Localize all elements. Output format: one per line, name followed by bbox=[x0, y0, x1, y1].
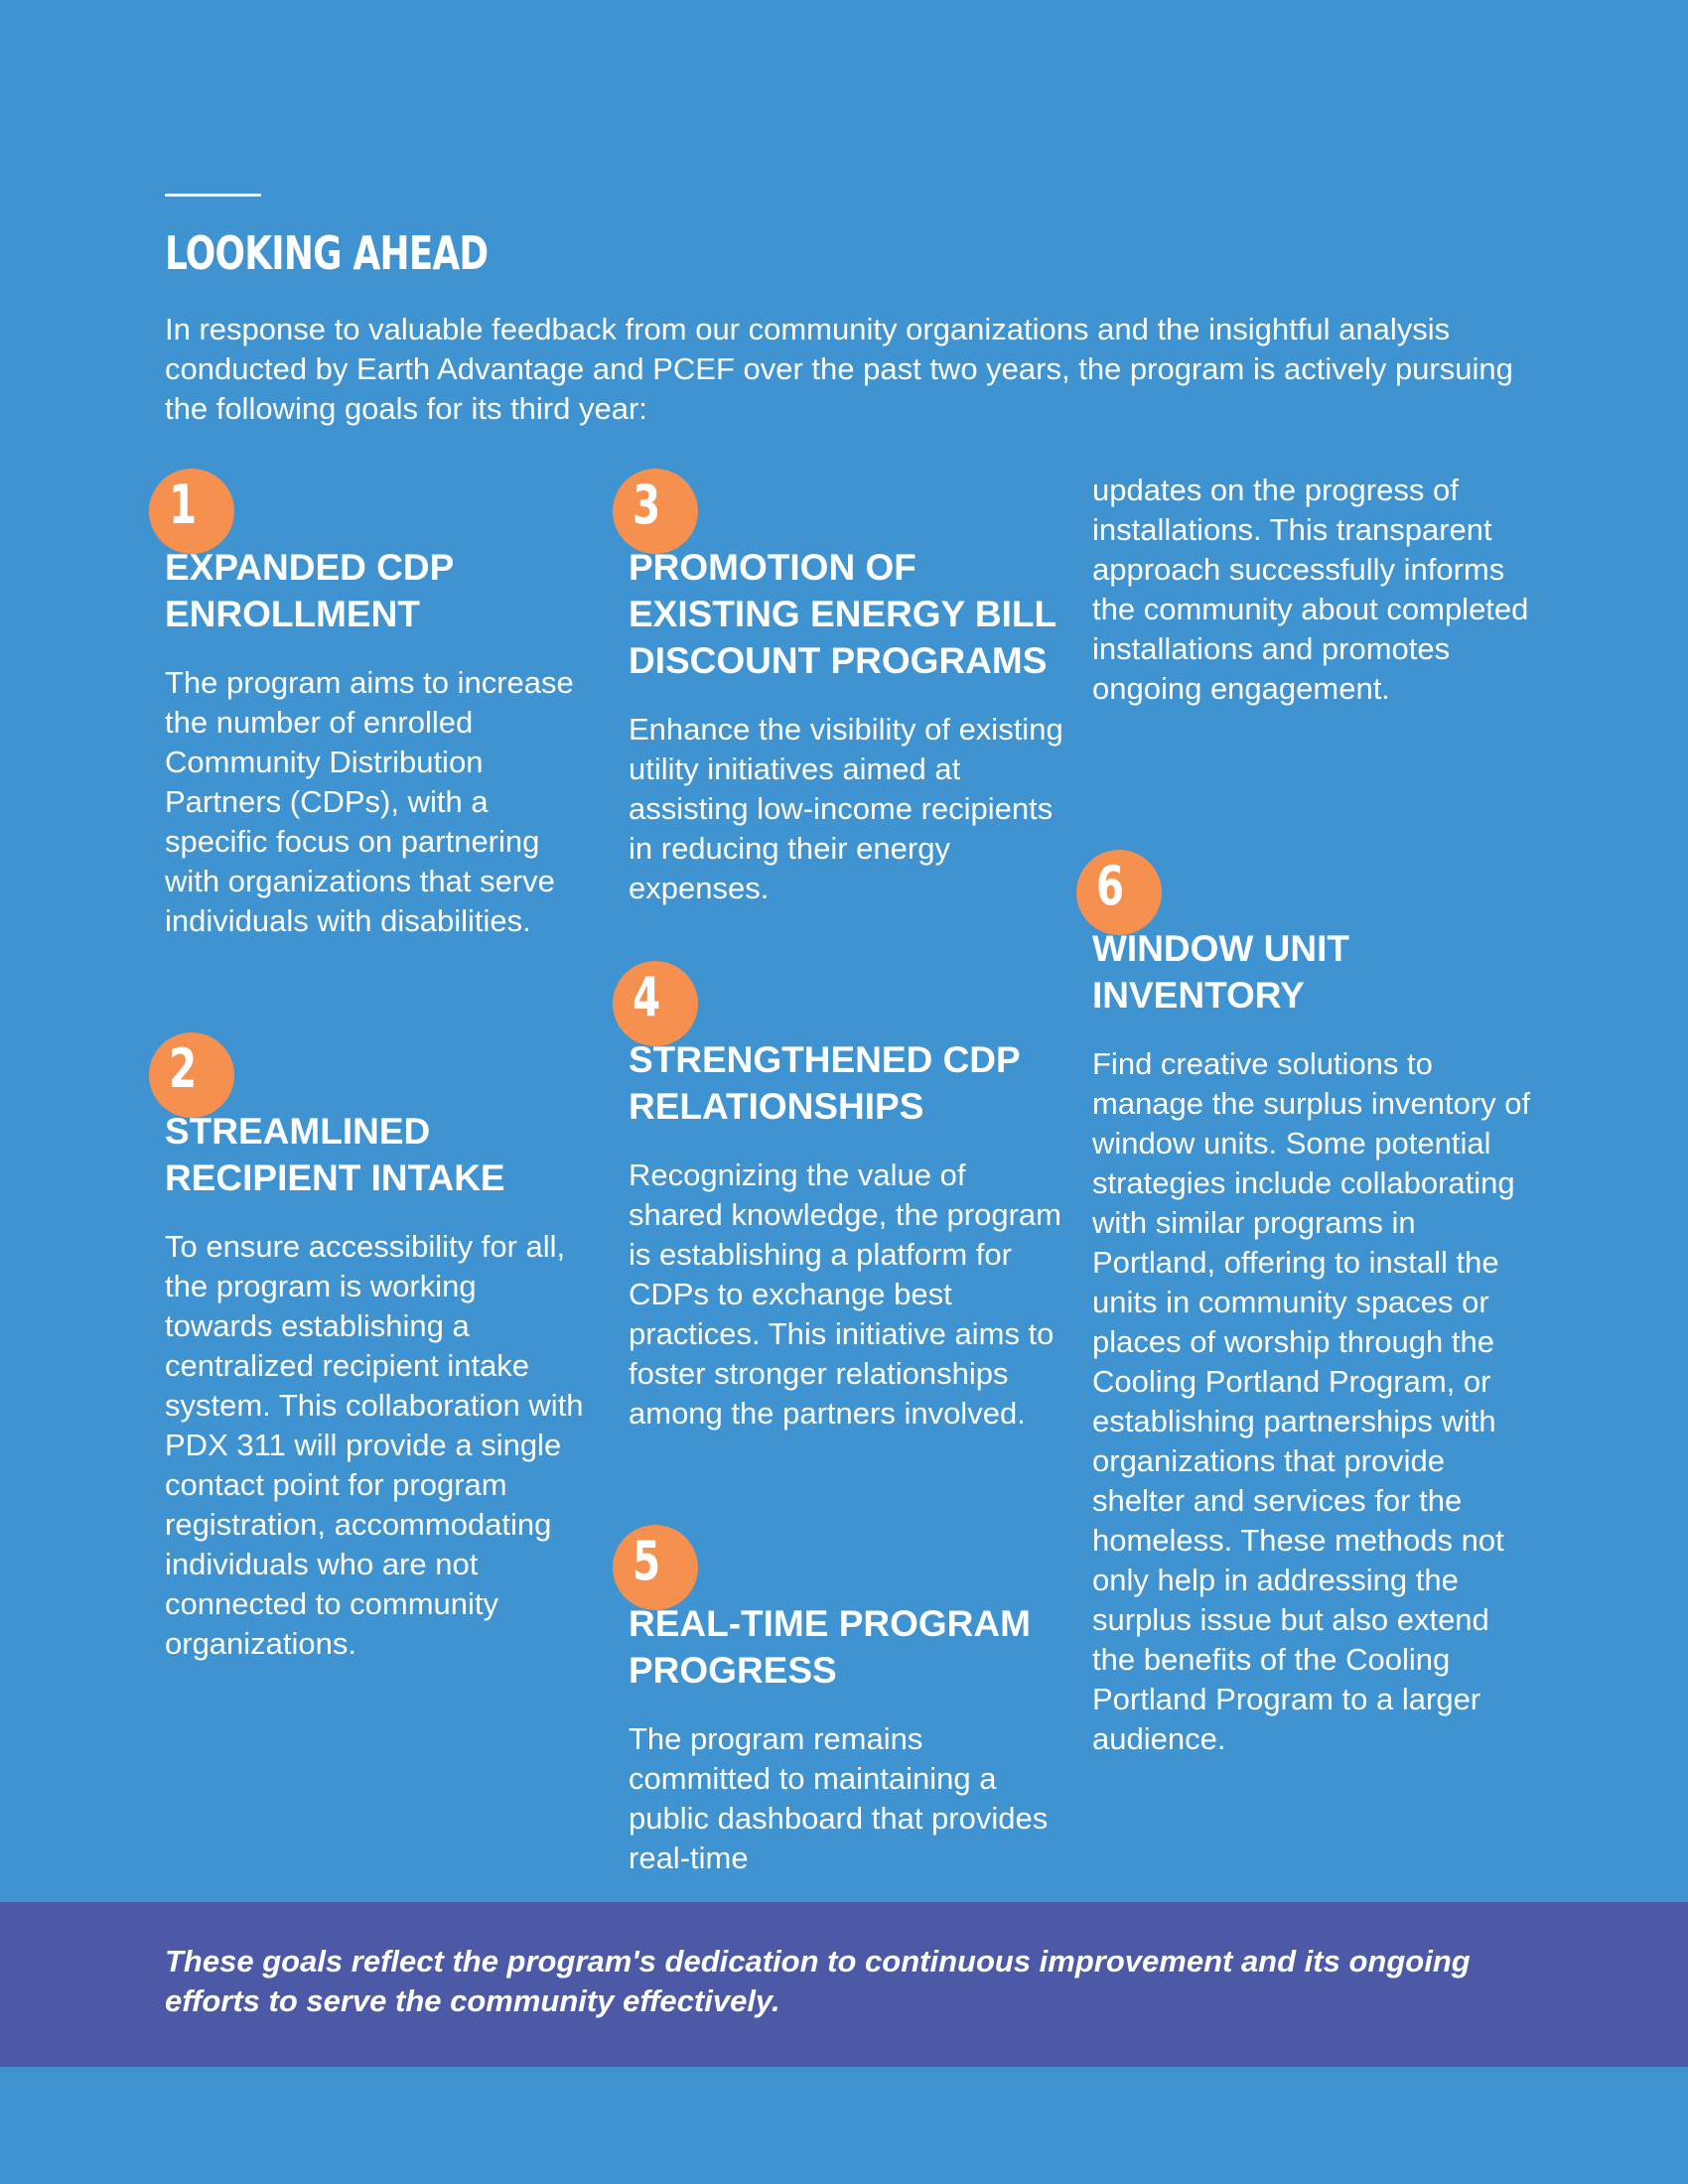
footer-statement: These goals reflect the program's dedication to continuous improvement and its ongoing efforts to serve the community effectively. bbox=[165, 1944, 1471, 2018]
goal-2 bbox=[165, 1037, 602, 1664]
goal-body: To ensure accessibility for all, the program is working towards establishing a centralized recipient intake system. This collaboration with PDX 311 will provide a single contact point for program registration, accommodating individuals who are not connected to community organizations. bbox=[165, 1229, 584, 1661]
goal-number: 2 bbox=[169, 1037, 198, 1100]
goal-number: 3 bbox=[633, 474, 661, 536]
goal-number: 1 bbox=[169, 474, 198, 536]
goal-body: Enhance the visibility of existing utility initiatives aimed at assisting low-income recipients in reducing their energy expenses. bbox=[629, 712, 1063, 905]
goal-title: REAL-TIME PROGRAM PROGRESS bbox=[629, 1603, 1031, 1691]
goal-5 bbox=[629, 1530, 1065, 1878]
goal-number: 5 bbox=[633, 1530, 661, 1592]
goal-number: 4 bbox=[633, 966, 661, 1028]
goal-body: The program remains committed to maintaining a public dashboard that provides real-time bbox=[629, 1721, 1049, 1875]
goal-title: EXPANDED CDP ENROLLMENT bbox=[165, 547, 454, 634]
page-title: LOOKING AHEAD bbox=[165, 226, 489, 280]
goal-4 bbox=[629, 966, 1065, 1433]
goal-1 bbox=[165, 474, 592, 941]
intro-paragraph: In response to valuable feedback from our community organizations and the insightful analysis conducted by Earth Advantage and PCEF over the past two years, the program is actively pursuing the following goals for its third year: bbox=[165, 312, 1513, 426]
title-divider bbox=[165, 194, 261, 197]
goal-body: Recognizing the value of shared knowledge, the program is establishing a platform for CDPs to exchange best practices. This initiative aims to foster stronger relationships among the partners involved. bbox=[629, 1158, 1061, 1431]
goal-title: STRENGTHENED CDP RELATIONSHIPS bbox=[629, 1039, 1021, 1127]
goal-3 bbox=[629, 474, 1065, 908]
goal-body: Find creative solutions to manage the surplus inventory of window units. Some potential strategies include collaborating with similar programs in Portland, offering to install the units in community spaces or places of worship through the Cooling Portland Program, or establishing partnerships with organizations that provide shelter and services for the homeless. These methods not only help in addressing the surplus issue but also extend the benefits of the Cooling Portland Program to a larger audience. bbox=[1092, 1046, 1531, 1756]
goal-title: STREAMLINED RECIPIENT INTAKE bbox=[165, 1111, 505, 1198]
footer-band bbox=[0, 1902, 1688, 2067]
goal-title: WINDOW UNIT INVENTORY bbox=[1092, 928, 1349, 1016]
goal-body: The program aims to increase the number of enrolled Community Distribution Partners (CDPs), with a specific focus on partnering with organizations that serve individuals with disabilities. bbox=[165, 665, 574, 938]
goal-number: 6 bbox=[1096, 855, 1125, 917]
goal-6 bbox=[1092, 855, 1539, 1759]
goal-5-body-continued: updates on the progress of installations. This transparent approach successfully informs the community about completed installations and promotes ongoing engagement. bbox=[1092, 473, 1529, 706]
goal-title: PROMOTION OF EXISTING ENERGY BILL DISCOUNT PROGRAMS bbox=[629, 547, 1056, 681]
